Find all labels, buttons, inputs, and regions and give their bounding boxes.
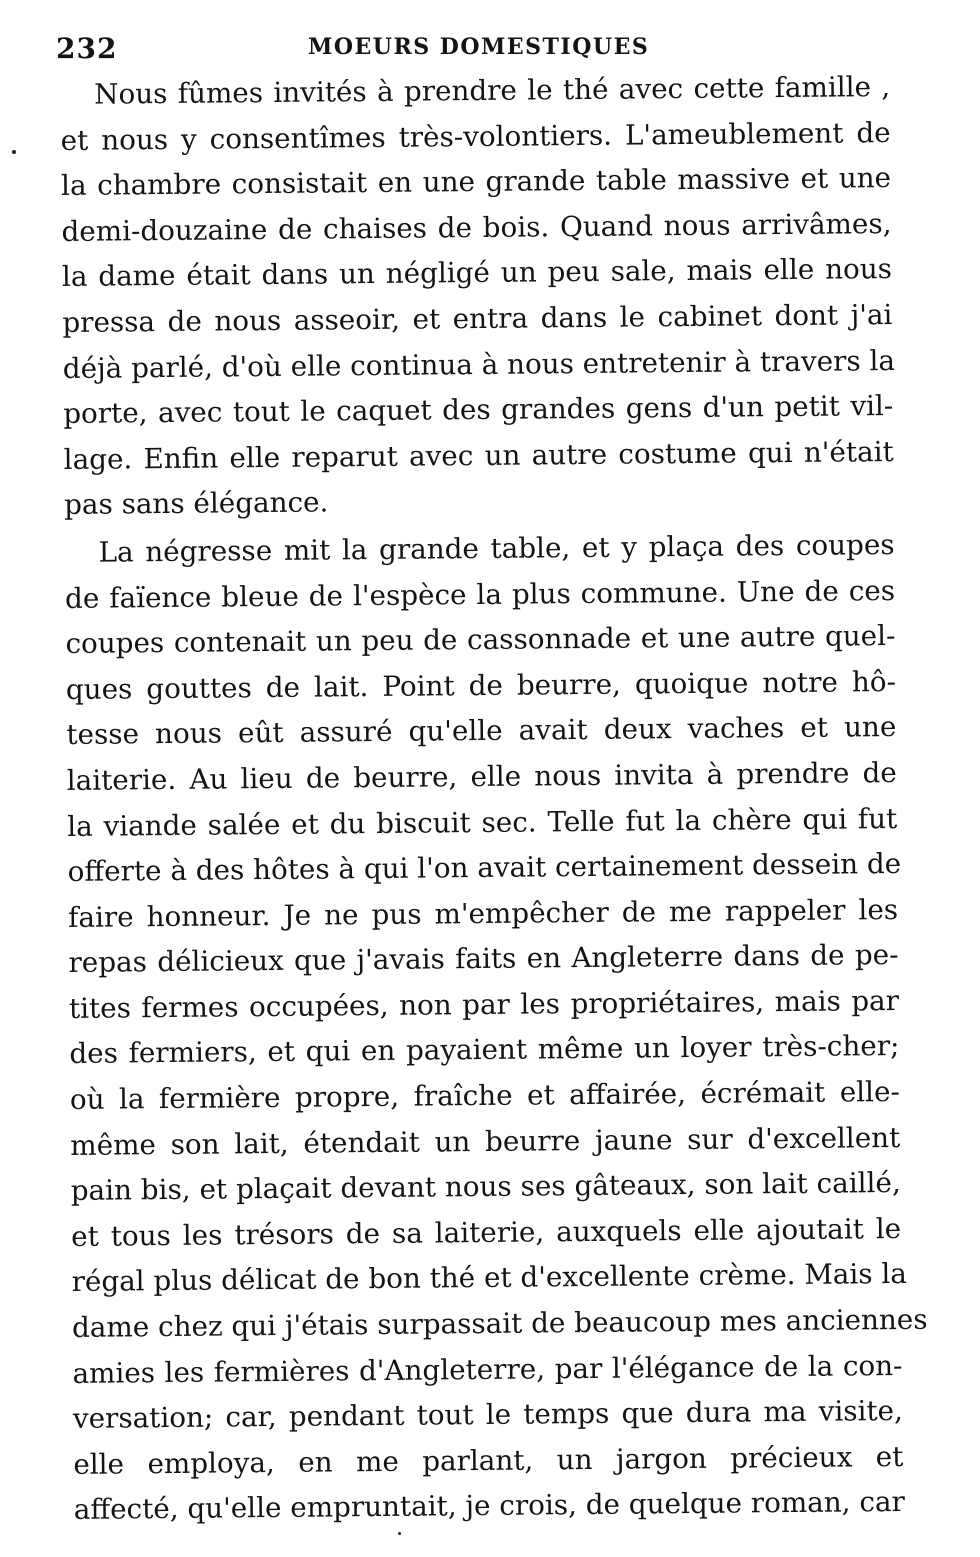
text-line: pas sans élégance. [63, 485, 329, 522]
text-line: repas délicieux que j'avais faits en Angleterre dans de pe- [68, 938, 899, 980]
text-line: Nous fûmes invités à prendre le thé avec cette famille , [94, 70, 891, 111]
running-title: MOEURS DOMESTIQUES [308, 34, 650, 60]
text-line: versation; car, pendant tout le temps que dura ma visite, [72, 1394, 904, 1436]
text-line: elle employa, en me parlant, un jargon précieux et [73, 1439, 904, 1481]
ink-speck [12, 150, 16, 154]
text-line: laiterie. Au lieu de beurre, elle nous invita à prendre de [66, 755, 897, 797]
running-head [0, 28, 980, 68]
text-line: tites fermes occupées, non par les propriétaires, mais par [68, 983, 900, 1025]
text-line: la dame était dans un négligé un peu sale, mais elle nous [61, 252, 893, 294]
text-line: de faïence bleue de l'espèce la plus commune. Une de ces [64, 573, 896, 615]
text-line: affecté, qu'elle empruntait, je crois, de quelque roman, car [73, 1485, 905, 1527]
text-line: La négresse mit la grande table, et y plaça des coupes [98, 527, 895, 569]
text-line: porte, avec tout le caquet des grandes gens d'un petit vil- [63, 389, 894, 431]
body-text [60, 64, 928, 1533]
text-line: des fermiers, et qui en payaient même un loyer très-cher; [69, 1029, 900, 1071]
text-line: où la fermière propre, fraîche et affairée, écrémait elle- [69, 1075, 900, 1117]
text-line: tesse nous eût assuré qu'elle avait deux vaches et une [66, 710, 897, 752]
text-line: faire honneur. Je ne pus m'empêcher de me rappeler les [67, 892, 899, 934]
text-line: demi-douzaine de chaises de bois. Quand nous arrivâmes, [61, 206, 892, 248]
text-line: et nous y consentîmes très-volontiers. L'ameublement de [60, 115, 891, 157]
text-line: pressa de nous asseoir, et entra dans le cabinet dont j'ai [62, 297, 893, 339]
text-line: la chambre consistait en une grande table massive et une [60, 161, 892, 203]
page-number: 232 [56, 32, 118, 65]
text-line: ques gouttes de lait. Point de beurre, quoique notre hô- [65, 664, 897, 706]
text-line: amies les fermières d'Angleterre, par l'élégance de la con- [72, 1348, 903, 1390]
text-line: lage. Enfin elle reparut avec un autre costume qui n'était [63, 434, 894, 476]
text-line: et tous les trésors de sa laiterie, auxquels elle ajoutait le [71, 1211, 902, 1253]
text-line: dame chez qui j'étais surpassait de beaucoup mes anciennes [71, 1302, 928, 1344]
text-line: même son lait, étendait un beurre jaune sur d'excellent [70, 1120, 901, 1162]
text-line: coupes contenait un peu de cassonnade et une autre quel- [65, 619, 896, 661]
text-line: déjà parlé, d'où elle continua à nous entretenir à travers la [62, 343, 896, 385]
text-line: pain bis, et plaçait devant nous ses gâteaux, son lait caillé, [70, 1166, 901, 1208]
ink-speck [398, 1532, 401, 1535]
text-line: la viande salée et du biscuit sec. Telle fut la chère qui fut [67, 801, 898, 843]
text-line: offerte à des hôtes à qui l'on avait certainement dessein de [67, 847, 902, 889]
text-line: régal plus délicat de bon thé et d'excellente crème. Mais la [71, 1257, 908, 1299]
